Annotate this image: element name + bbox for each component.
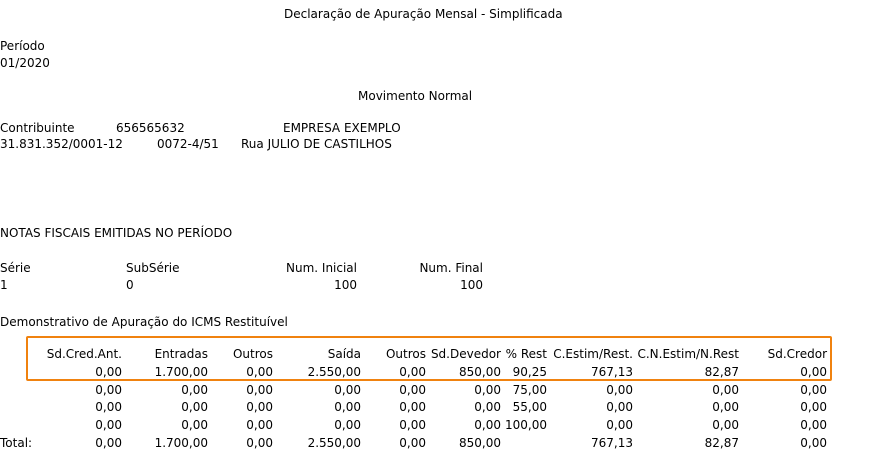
total-cell: 1.700,00 (154, 436, 208, 450)
total-cell: 0,00 (800, 436, 827, 450)
table-cell: 0,00 (95, 400, 122, 415)
contribuinte-registro: 0072-4/51 (157, 137, 219, 151)
table-cell: 0,00 (334, 418, 361, 433)
notas-row-subserie: 0 (126, 278, 134, 292)
table-header-cell: Entradas (154, 347, 208, 361)
table-cell: 0,00 (95, 365, 122, 379)
total-cell: 82,87 (704, 436, 739, 450)
table-cell: 850,00 (459, 365, 501, 379)
total-cell: 0,00 (95, 436, 122, 450)
table-cell: 0,00 (474, 400, 501, 415)
table-cell: 0,00 (181, 382, 208, 397)
periodo-value: 01/2020 (0, 56, 50, 70)
report-title: Declaração de Apuração Mensal - Simplificada (284, 7, 563, 21)
table-cell: 0,00 (712, 418, 739, 433)
table-cell: 0,00 (800, 400, 827, 415)
contribuinte-cnpj: 31.831.352/0001-12 (0, 137, 123, 151)
table-header-cell: C.N.Estim/N.Rest (637, 347, 739, 361)
table-cell: 0,00 (712, 400, 739, 415)
table-cell: 0,00 (606, 382, 633, 397)
table-header-cell: C.Estim/Rest. (553, 347, 633, 361)
table-cell: 100,00 (505, 418, 547, 433)
table-cell: 767,13 (591, 365, 633, 379)
table-header-cell: Outros (232, 347, 273, 361)
table-cell: 0,00 (246, 382, 273, 397)
table-cell: 0,00 (246, 365, 273, 379)
periodo-label: Período (0, 39, 45, 53)
total-label: Total: (0, 436, 33, 450)
total-cell: 850,00 (459, 436, 501, 450)
notas-header-num-inicial: Num. Inicial (286, 261, 357, 275)
notas-row-serie: 1 (0, 278, 8, 292)
table-cell: 0,00 (246, 400, 273, 415)
table-cell: 2.550,00 (307, 365, 361, 379)
table-cell: 1.700,00 (154, 365, 208, 379)
total-cell: 0,00 (246, 436, 273, 450)
total-cell: 2.550,00 (307, 436, 361, 450)
table-cell: 0,00 (334, 400, 361, 415)
table-cell: 0,00 (800, 382, 827, 397)
total-cell: 767,13 (591, 436, 633, 450)
table-cell: 0,00 (800, 365, 827, 379)
contribuinte-endereco: Rua JULIO DE CASTILHOS (241, 137, 392, 151)
table-cell: 0,00 (800, 418, 827, 433)
table-cell: 0,00 (95, 418, 122, 433)
contribuinte-code: 656565632 (116, 121, 185, 135)
movimento-text: Movimento Normal (358, 89, 473, 103)
table-cell: 0,00 (95, 382, 122, 397)
table-header-cell: Sd.Cred.Ant. (46, 347, 122, 361)
total-cell: 0,00 (399, 436, 426, 450)
table-cell: 0,00 (399, 418, 426, 433)
contribuinte-name: EMPRESA EXEMPLO (283, 121, 401, 135)
notas-header-serie: Série (0, 261, 31, 275)
table-cell: 0,00 (399, 382, 426, 397)
table-header-cell: Sd.Devedor (430, 347, 501, 361)
table-cell: 0,00 (334, 382, 361, 397)
table-header-cell: Saída (327, 347, 361, 361)
table-cell: 82,87 (704, 365, 739, 379)
notas-row-num-final: 100 (460, 278, 483, 292)
table-cell: 0,00 (474, 382, 501, 397)
table-header-cell: Outros (385, 347, 426, 361)
notas-heading: NOTAS FISCAIS EMITIDAS NO PERÍODO (0, 226, 233, 240)
table-cell: 0,00 (606, 418, 633, 433)
table-cell: 0,00 (246, 418, 273, 433)
table-cell: 75,00 (512, 382, 547, 397)
table-cell: 0,00 (181, 400, 208, 415)
table-cell: 0,00 (181, 418, 208, 433)
notas-row-num-inicial: 100 (334, 278, 357, 292)
table-cell: 55,00 (512, 400, 547, 415)
notas-header-num-final: Num. Final (419, 261, 483, 275)
table-header-cell: Sd.Credor (767, 347, 827, 361)
table-cell: 0,00 (399, 400, 426, 415)
table-cell: 90,25 (512, 365, 547, 379)
notas-header-subserie: SubSérie (126, 261, 180, 275)
demonstrativo-heading: Demonstrativo de Apuração do ICMS Restituível (0, 315, 288, 329)
contribuinte-label: Contribuinte (0, 121, 75, 135)
table-cell: 0,00 (399, 365, 426, 379)
table-cell: 0,00 (712, 382, 739, 397)
table-cell: 0,00 (606, 400, 633, 415)
table-header-cell: % Rest (505, 347, 547, 361)
table-cell: 0,00 (474, 418, 501, 433)
